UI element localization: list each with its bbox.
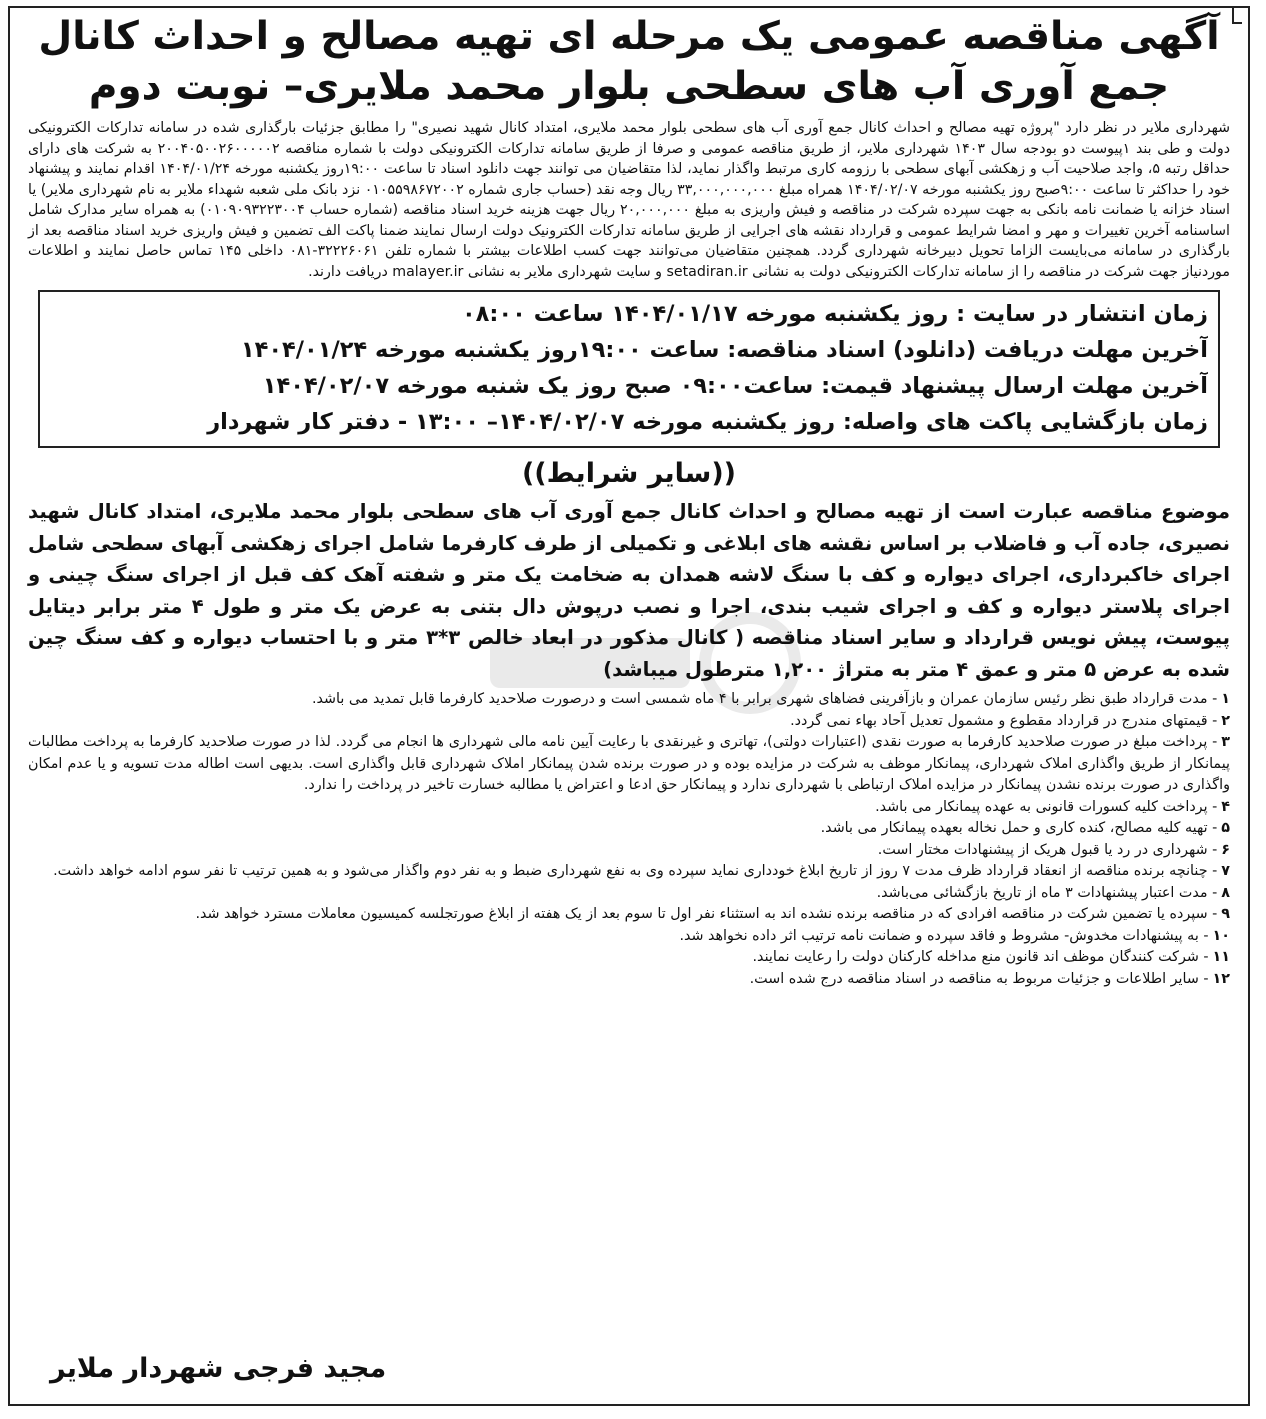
schedule-box <box>38 290 1220 448</box>
opening-date: زمان بازگشایی پاکت های واصله: روز یکشنبه مورخه ۱۴۰۴/۰۲/۰۷– ۱۳:۰۰ - دفتر کار شهردار <box>207 409 1208 435</box>
submission-deadline: آخرین مهلت ارسال پیشنهاد قیمت: ساعت۰۹:۰۰ صبح روز یک شنبه مورخه ۱۴۰۴/۰۲/۰۷ <box>262 373 1208 399</box>
term-item: ۸- مدت اعتبار پیشنهادات ۳ ماه از تاریخ بازگشائی می‌باشد. <box>876 884 1230 901</box>
term-item: ۱۰- به پیشنهادات مخدوش- مشروط و فاقد سپرده و ضمانت نامه ترتیب اثر داده نخواهد شد. <box>679 927 1230 944</box>
terms-list <box>28 689 1230 990</box>
other-conditions-heading: ((سایر شرایط)) <box>521 458 737 489</box>
term-item: ۱۱- شرکت کنندگان موظف اند قانون منع مداخله کارکنان دولت را رعایت نمایند. <box>752 949 1230 965</box>
term-item: ۴- پرداخت کلیه کسورات قانونی به عهده پیمانکار می باشد. <box>875 798 1230 815</box>
term-item: ۱- مدت قرارداد طبق نظر رئیس سازمان عمران و بازآفرینی فضاهای شهری برابر با ۴ ماه شمسی است و درصورت صلاحدید کارفرما قابل تمدید می باشد. <box>311 691 1230 707</box>
mayor-signature: مجید فرجی شهردار ملایر <box>50 1353 387 1384</box>
intro-paragraph: شهرداری ملایر در نظر دارد "پروژه تهیه مصالح و احداث کانال جمع آوری آب های سطحی بلوار محمد ملایری، امتداد کانال شهید نصیری" را مطابق جزئیات بارگذاری شده در سامانه تدارکات الکترونیکی دولت و طی بند ۱پیوست دو بودجه سال ۱۴۰۳ شهرداری ملایر، از طریق مناقصه عمومی و صرفا از طریق سامانه تدارکات الکترونیکی دولت با شماره مناقصه ۲۰۰۴۰۵۰۰۲۶۰۰۰۰۰۲ به شرکت های دارای حداقل رتبه ۵، واجد صلاحیت آب و زهکشی آبهای سطحی با رزومه کاری مرتبط واگذار نماید، لذا متقاضیان می توانند جهت دانلود اسناد تا ساعت ۱۹:۰۰روز یکشنبه مورخه ۱۴۰۴/۰۱/۲۴ اقدام نمایند و پیشنهاد خود را حداکثر تا ساعت ۹:۰۰صبح روز یکشنبه مورخه ۱۴۰۴/۰۲/۰۷ همراه مبلغ ۳۳,۰۰۰,۰۰۰,۰۰۰ ریال وجه نقد (حساب جاری شماره ۰۱۰۵۵۹۸۶۷۲۰۰۲ نزد بانک ملی شعبه شهداء ملایر به نام شهرداری ملایر) یا اسناد خزانه یا ضمانت نامه بانکی به جهت سپرده شرکت در مناقصه و فیش واریزی به مبلغ ۲۰,۰۰۰,۰۰۰ ریال جهت هزینه خرید اسناد مناقصه (شماره حساب ۰۱۰۹۰۹۳۲۲۳۰۰۴) به همراه سایر مدارک شامل اساسنامه آخرین تغییرات و مهر و امضا شرایط عمومی و قرارداد نقشه های اجرایی از طریق سامانه تدارکات الکترونیک دولت ارسال نمایند ضمنا پاکت الف تضمین و فیش واریزی خرید اسناد مناقصه بعد از بارگذاری در سامانه می‌بایست الزاما تحویل دبیرخانه شهرداری گردد. همچنین متقاضیان می‌توانند جهت کسب اطلاعات بیشتر با شماره تلفن ۳۲۲۲۶۰۶۱-۰۸۱ داخلی ۱۴۵ تماس حاصل نمایند و اطلاعات موردنیاز جهت شرکت در مناقصه را از سامانه تدارکات الکترونیکی دولت به نشانی setadiran.ir و سایت شهرداری ملایر به نشانی malayer.ir دریافت دارند. <box>28 120 1231 280</box>
title-line-2: جمع آوری آب های سطحی بلوار محمد ملایری– نوبت دوم <box>88 64 1170 109</box>
tender-subject: موضوع مناقصه عبارت است از تهیه مصالح و احداث کانال جمع آوری آب های سطحی بلوار محمد ملایری، امتداد کانال شهید نصیری، جاده آب و فاضلاب بر اساس نقشه های ابلاغی و تکمیلی از طرف کارفرما شامل اجرای زهکشی آبهای سطحی شامل اجرای خاکبرداری، اجرای دیواره و کف با سنگ لاشه همدان به ضخامت یک متر و شفته آهک کف قبل از اجرای سنگ چینی و اجرای پلاستر دیواره و کف و اجرای شیب بندی، اجرا و نصب درپوش دال بتنی به عرض یک متر و طول ۴ متر برابر دیتایل پیوست، پیش نویس قرارداد و سایر اسناد مناقصه ( کانال مذکور در ابعاد خالص ۳*۳ متر و با احتساب دیواره و کف سنگ چین شده به عرض ۵ متر و عمق ۴ متر به متراژ ۱,۲۰۰ مترطول میباشد) <box>28 500 1230 681</box>
download-deadline: آخرین مهلت دریافت (دانلود) اسناد مناقصه: ساعت ۱۹:۰۰روز یکشنبه مورخه ۱۴۰۴/۰۱/۲۴ <box>240 337 1208 363</box>
title-line-1: آگهی مناقصه عمومی یک مرحله ای تهیه مصالح و احداث کانال <box>38 14 1220 59</box>
term-item: ۱۲- سایر اطلاعات و جزئیات مربوط به مناقصه در اسناد مناقصه درج شده است. <box>749 970 1230 987</box>
term-item: ۷- چنانچه برنده مناقصه از انعقاد قرارداد ظرف مدت ۷ روز از تاریخ ابلاغ خودداری نماید سپرده وی به نفع شهرداری ضبط و به نفر دوم واگذار می‌شود و به همین ترتیب تا نفر سوم ادامه خواهد داشت. <box>53 863 1230 879</box>
frame-corner <box>1232 8 1242 24</box>
notice-title <box>22 12 1236 112</box>
publish-date: زمان انتشار در سایت : روز یکشنبه مورخه ۱۴۰۴/۰۱/۱۷ ساعت ۰۸:۰۰ <box>461 301 1208 327</box>
term-item: ۲- قیمتهای مندرج در قرارداد مقطوع و مشمول تعدیل آحاد بهاء نمی گردد. <box>790 712 1230 729</box>
notice-page <box>8 6 1250 1406</box>
term-item: ۳- پرداخت مبلغ در صورت صلاحدید کارفرما به صورت نقدی (اعتبارات دولتی)، تهاتری و غیرنقدی با رعایت آیین نامه مالی شهرداری ها انجام می گردد. لذا در صورت صلاحدید کارفرما به پرداخت مطالبات پیمانکار از طریق واگذاری املاک شهرداری، پیمانکار موظف به شرکت در مزایده بوده و در صورت برنده شدن پیمانکار املاک شهرداری قابل واگذاری است. بدیهی است اطاله مدت تسویه و یا عدم امکان واگذاری در صورت برنده نشدن پیمانکار در مزایده املاک ارتباطی با شهرداری ندارد و پیمانکار حق ادعا و اعتراض یا مطالبه خسارت تاخیر در پرداخت را ندارد. <box>28 734 1230 793</box>
term-item: ۶- شهرداری در رد یا قبول هریک از پیشنهادات مختار است. <box>877 841 1230 858</box>
term-item: ۵- تهیه کلیه مصالح، کنده کاری و حمل نخاله بعهده پیمانکار می باشد. <box>820 820 1230 836</box>
term-item: ۹- سپرده یا تضمین شرکت در مناقصه افرادی که در مناقصه برنده نشده اند به استثناء نفر اول تا سوم بعد از یک هفته از ابلاغ صورتجلسه کمیسیون معاملات مسترد خواهد شد. <box>195 906 1230 922</box>
